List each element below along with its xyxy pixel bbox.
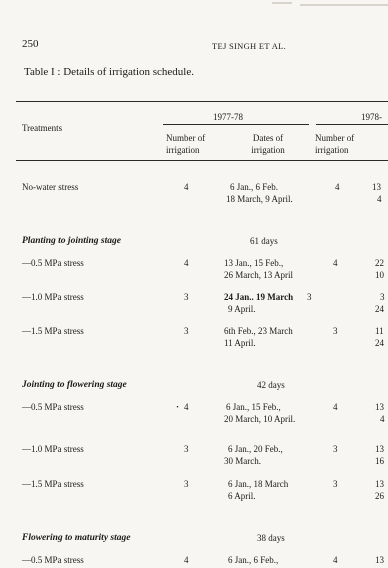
irrigation-count-1978: 4 (333, 402, 338, 412)
irrigation-count: 3 (184, 444, 189, 454)
irrigation-count-1978: 4 (335, 182, 340, 192)
treatment-label: —0.5 MPa stress (22, 555, 84, 565)
section-days: 61 days (250, 236, 278, 246)
irrigation-dates: 24 Jan.. 19 March 9 April. (224, 292, 294, 314)
treatment-label: —1.5 MPa stress (22, 326, 84, 336)
irrigation-dates-1978: 13 4 (372, 182, 382, 204)
irrigation-count-1978: 3 (333, 479, 338, 489)
irrigation-count: 3 (184, 479, 189, 489)
section-heading: Jointing to flowering stage (22, 380, 127, 390)
irrigation-dates-1978: 13 26 (375, 479, 384, 501)
year2-header: 1978- (361, 112, 382, 122)
treatment-label: —1.5 MPa stress (22, 479, 84, 489)
page-number: 250 (22, 38, 39, 50)
irrigation-count: 4 (184, 402, 189, 412)
irrigation-dates-1978: 13 16 (375, 444, 384, 466)
year1-header: 1977-78 (213, 112, 243, 122)
subhead-number-irrigation-2: Number of irrigation (315, 133, 355, 155)
treatment-label: —0.5 MPa stress (22, 402, 84, 412)
section-days: 42 days (257, 380, 285, 390)
year1-rule (163, 124, 309, 125)
section-days: 38 days (257, 533, 285, 543)
irrigation-dates-1978: 13 4 (375, 402, 385, 424)
year2-rule (316, 124, 388, 125)
col-treatments: Treatments (22, 123, 63, 133)
irrigation-dates-1978: 11 24 (375, 326, 384, 348)
treatment-label: —1.0 MPa stress (22, 444, 84, 454)
irrigation-dates: 6th Feb., 23 March 11 April. (224, 326, 293, 348)
irrigation-count-1978: 4 (333, 555, 338, 565)
irrigation-dates: 6 Jan., 6 Feb. 18 March, 9 April. (226, 182, 293, 204)
header-bottom-rule (16, 160, 388, 161)
irrigation-dates: 6 Jan., 6 Feb., (228, 555, 279, 565)
irrigation-dates: 6 Jan., 15 Feb., 20 March, 10 April. (224, 402, 296, 424)
irrigation-dates: 6 Jan., 18 March 6 April. (228, 479, 289, 501)
section-heading: Flowering to maturity stage (22, 533, 131, 543)
irrigation-count-1978: 3 (333, 326, 338, 336)
treatment-label: —1.0 MPa stress (22, 292, 84, 302)
irrigation-count-1978: 3 (333, 444, 338, 454)
section-heading: Planting to jointing stage (22, 236, 121, 246)
treatment-label: No-water stress (22, 182, 79, 192)
irrigation-count-1978: 4 (333, 258, 338, 268)
subhead-dates-irrigation: Dates of irrigation (251, 133, 285, 155)
irrigation-dates: 13 Jan., 15 Feb., 26 March, 13 April (224, 258, 293, 280)
irrigation-dates-1978: 22 10 (375, 258, 384, 280)
table-top-rule (16, 101, 388, 102)
irrigation-count: 4 (184, 182, 189, 192)
irrigation-dates-1978: 13 (375, 555, 384, 565)
irrigation-count-1978: 3 (307, 292, 312, 302)
dot-mark: · (176, 402, 180, 412)
scan-artifact (272, 2, 292, 4)
scan-artifact (300, 4, 388, 6)
irrigation-count: 4 (184, 258, 189, 268)
irrigation-dates: 6 Jan., 20 Feb., 30 March. (224, 444, 283, 466)
table-caption: Table I : Details of irrigation schedule. (24, 66, 194, 78)
running-head: TEJ SINGH ET AL. (212, 41, 287, 51)
irrigation-count: 4 (184, 555, 189, 565)
irrigation-dates-1978: 3 24 (375, 292, 385, 314)
irrigation-count: 3 (184, 326, 189, 336)
treatment-label: —0.5 MPa stress (22, 258, 84, 268)
irrigation-count: 3 (184, 292, 189, 302)
subhead-number-irrigation: Number of irrigation (166, 133, 206, 155)
